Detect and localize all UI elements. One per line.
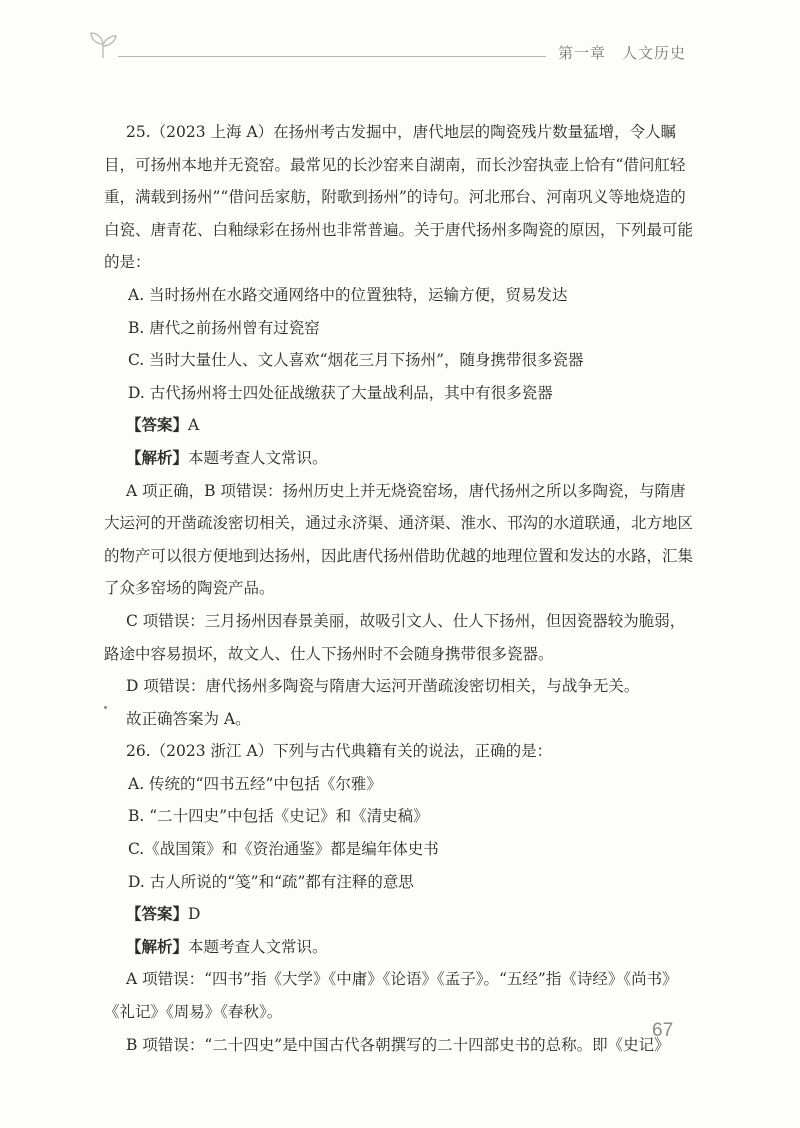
print-speck [104, 706, 107, 709]
q26-option-d: D. 古人所说的“笺”和“疏”都有注释的意思 [128, 872, 414, 891]
q26-analysis-b: B 项错误：“二十四史”是中国古代各朝撰写的二十四部史书的总称。即《史记》 [126, 1035, 670, 1054]
q25-analysis-intro: 本题考查人文常识。 [188, 448, 328, 467]
q25-analysis-line [104, 442, 694, 475]
page-number: 67 [652, 1020, 674, 1041]
page-content [104, 116, 694, 1061]
q25-conclusion: 故正确答案为 A。 [126, 709, 251, 728]
page-header [86, 28, 706, 68]
q25-answer-line [104, 409, 694, 442]
q25-analysis-ab: A 项正确，B 项错误：扬州历史上并无烧瓷窑场，唐代扬州之所以多陶瓷，与隋唐大运河的开凿疏浚密切相关，通过永济渠、通济渠、淮水、邗沟的水道联通，北方地区的物产可以很方便地到达扬州，因此唐代扬州借助优越的地理位置和发达的水路，汇集了众多窑场的陶瓷产品。 [104, 481, 694, 598]
answer-label: 【答案】 [126, 905, 189, 924]
q26-option-b: B. “二十四史”中包括《史记》和《清史稿》 [128, 807, 429, 826]
q25-answer: A [188, 416, 200, 435]
answer-label: 【答案】 [126, 416, 189, 435]
chapter-title: 第一章 人文历史 [558, 44, 687, 62]
q26-analysis-line [104, 931, 694, 964]
q25-option-d: D. 古代扬州将士四处征战缴获了大量战利品，其中有很多瓷器 [128, 383, 553, 402]
q25-analysis-c: C 项错误：三月扬州因春景美丽，故吸引文人、仕人下扬州，但因瓷器较为脆弱，路途中容易损坏，故文人、仕人下扬州时不会随身携带很多瓷器。 [104, 611, 686, 663]
header-rule [118, 56, 546, 57]
q26-option-a: A. 传统的“四书五经”中包括《尔雅》 [128, 774, 382, 793]
q25-option-a: A. 当时扬州在水路交通网络中的位置独特，运输方便，贸易发达 [128, 285, 568, 304]
q25-option-c: C. 当时大量仕人、文人喜欢“烟花三月下扬州”，随身携带很多瓷器 [128, 351, 584, 370]
question-26-stem: 26.（2023 浙江 A）下列与古代典籍有关的说法，正确的是： [126, 742, 553, 761]
q25-analysis-d: D 项错误：唐代扬州多陶瓷与隋唐大运河开凿疏浚密切相关，与战争无关。 [126, 677, 640, 696]
question-25-stem: 25.（2023 上海 A）在扬州考古发掘中，唐代地层的陶瓷残片数量猛增，令人瞩目，可扬州本地并无瓷窑。最常见的长沙窑来自湖南，而长沙窑执壶上恰有“借问舡轻重，满载到扬州”“借问岳家舫，附歌到扬州”的诗句。河北邢台、河南巩义等地烧造的白瓷、唐青花、白釉绿彩在扬州也非常普遍。关于唐代扬州多陶瓷的原因，下列最可能的是： [104, 123, 694, 272]
analysis-label: 【解析】 [126, 937, 189, 956]
q25-option-b: B. 唐代之前扬州曾有过瓷窑 [128, 318, 320, 337]
q26-analysis-intro: 本题考查人文常识。 [188, 937, 328, 956]
q26-analysis-a: A 项错误：“四书”指《大学》《中庸》《论语》《孟子》。“五经”指《诗经》《尚书》《礼记》《周易》《春秋》。 [104, 970, 678, 1022]
q26-answer-line [104, 898, 694, 931]
sprout-icon [86, 30, 120, 60]
q26-answer: D [188, 905, 201, 924]
q26-option-c: C.《战国策》和《资治通鉴》都是编年体史书 [128, 840, 439, 859]
analysis-label: 【解析】 [126, 448, 189, 467]
